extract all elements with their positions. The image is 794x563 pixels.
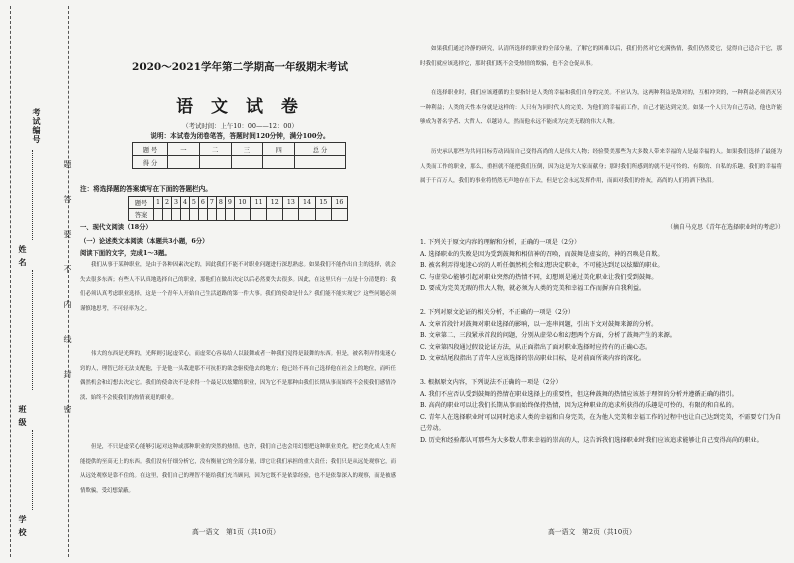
seal-word: 密 [63, 405, 72, 414]
class-blank[interactable] [32, 430, 33, 510]
answer-number: 13 [283, 197, 299, 209]
answer-cell[interactable] [180, 209, 189, 221]
question-2 [420, 307, 782, 365]
answer-number: 1 [154, 197, 163, 209]
question-stem: 2. 下列对原文论证的相关分析，不正确的一项是（2分） [420, 309, 575, 316]
answer-cell[interactable] [154, 209, 163, 221]
score-header: 题 号 [133, 143, 168, 156]
passage-paragraph: 我们从事于某种职业，是由于各种因素决定的，因此我们不能不对职业问题进行深思熟虑。如果我们不能作出自主的选择，就会失去很多东西；有些人不认真地选择自己的职业，那他们在做出决定以后必然要失去很多。因此，在这里只有一点是十分清楚的：我们必须认真考虑职业选择，这是一个青年人开始自己生活道路的第一件大事。我们的使命是什么？我们能不能实现它？这些问题必须谨慎地思考，不可轻率为之。 [80, 262, 396, 312]
option-b[interactable]: B. 高尚的职业可以让我们长期从事而始终保持热情，因为这种职业的追求所获得的乐趣是可怜的、有限的和自私的。 [420, 402, 738, 409]
option-a[interactable]: A. 我们不应否认受到鼓舞的热情在职业选择上的重要性，但这种鼓舞的热情应该基于理智的分析并遵循正确的指引。 [420, 390, 738, 398]
school-label: 学 校 [18, 515, 28, 537]
answer-cell[interactable] [198, 209, 207, 221]
option-d[interactable]: D. 历史和经验都认可那些为大多数人带来幸福的崇高的人，这告诉我们选择职业时我们应该追求能够让自己变得高尚的职业。 [420, 436, 763, 444]
score-cell[interactable] [231, 156, 263, 169]
answer-number: 7 [207, 197, 216, 209]
score-cell[interactable] [168, 156, 200, 169]
score-cell[interactable] [199, 156, 231, 169]
exam-title: 2020～2021学年第二学期高一年级期末考试 [132, 61, 348, 73]
subsection-heading: （一）论述类文本阅读（本题共3小题，6分） [80, 238, 209, 245]
answer-cell[interactable] [189, 209, 198, 221]
score-header: 二 [199, 143, 231, 156]
answer-cell[interactable] [234, 209, 250, 221]
exam-number-label: 考试编号 [32, 108, 42, 144]
option-b[interactable]: B. 被名利弄得鬼迷心窍的人听任偶然机会和幻想决定职业，不可能达到足以炫耀的职业。 [420, 262, 664, 269]
answer-cell[interactable] [171, 209, 180, 221]
seal-word: 线 [63, 335, 72, 344]
option-a[interactable]: A. 文章首段针对鼓舞对职业选择的影响，以一连串问题，引出下文对鼓舞来源的分析。 [420, 320, 658, 328]
answer-cell[interactable] [331, 209, 347, 221]
exam-time: （考试时间：上午10：00——12：00） [182, 122, 298, 130]
seal-word: 题 [63, 160, 72, 169]
answer-cell[interactable] [207, 209, 216, 221]
option-c[interactable]: C. 青年人在选择职业时可以同时追求人类的幸福和自身完美，在为他人完美和幸福工作的过程中也让自己达到完美，不需要专门为自己劳动。 [420, 413, 782, 432]
page-footer: 高一语文 第2页（共10页） [548, 528, 636, 536]
answer-cell[interactable] [225, 209, 234, 221]
page-footer: 高一语文 第1页（共10页） [192, 528, 280, 536]
answer-cell[interactable] [267, 209, 283, 221]
question-3 [420, 377, 782, 446]
answer-number: 9 [225, 197, 234, 209]
class-label: 班 级 [18, 405, 28, 427]
score-cell[interactable] [295, 156, 346, 169]
name-label: 姓 名 [18, 245, 28, 267]
page-2 [420, 0, 788, 563]
answer-number: 3 [171, 197, 180, 209]
answer-row-label: 答案 [129, 209, 154, 221]
answer-cell[interactable] [251, 209, 267, 221]
option-b[interactable]: B. 文章第二、三段紧承首段的问题，分别从虚荣心和幻想两个方面，分析了鼓舞产生的来源。 [420, 332, 676, 339]
score-header: 三 [231, 143, 263, 156]
passage-source: （摘自马克思《青年在选择职业时的考虑》） [666, 224, 784, 231]
score-header: 一 [168, 143, 200, 156]
seal-word: 封 [63, 370, 72, 379]
option-c[interactable]: C. 文章第四段通过假设论证方法，从正面指出了面对职业选择时应持有的正确心态。 [420, 343, 652, 351]
score-cell[interactable] [263, 156, 295, 169]
answer-number: 2 [162, 197, 171, 209]
exam-number-blank[interactable] [32, 150, 33, 240]
seal-line [68, 6, 69, 557]
answer-number: 6 [198, 197, 207, 209]
seal-word: 要 [63, 230, 72, 239]
passage-paragraph: 如果我们通过冷静的研究，认清所选择的职业的全部分量，了解它的困难以后，我们仍然对它充满热情，我们仍然爱它，觉得自己适合于它，那时我们就应该选择它，那时我们既不会受热情的欺骗，也不会仓促从事。 [420, 46, 782, 67]
answer-number: 15 [315, 197, 331, 209]
answer-cell[interactable] [315, 209, 331, 221]
score-row-label: 得 分 [133, 156, 168, 169]
answer-number: 14 [299, 197, 315, 209]
answer-cell[interactable] [283, 209, 299, 221]
seal-word: 不 [63, 265, 72, 274]
answer-cell[interactable] [216, 209, 225, 221]
answer-number: 4 [180, 197, 189, 209]
answer-number: 16 [331, 197, 347, 209]
passage-paragraph: 伟大的东西是光辉的，光辉则引起虚荣心，而虚荣心容易给人以鼓舞或者一种我们觉得是鼓舞的东西。但是，被名利弄得鬼迷心窍的人，理智已经无法支配他，于是他一头栽进那不可抗拒的欲念驱使他去的地方；他已经不再自己选择他在社会上的地位，而听任偶然机会和幻想去决定它。我们的使命决不是求得一个最足以炫耀的职业，因为它不是那种由我们长期从事而始终不会使我们感情冷淡、始终不会使我们的热情衰退的职业。 [80, 351, 396, 401]
score-header: 四 [263, 143, 295, 156]
answer-cell[interactable] [162, 209, 171, 221]
answer-note: 注：将选择题的答案填写在下面的答题栏内。 [80, 185, 212, 193]
answer-number: 10 [234, 197, 250, 209]
question-1 [420, 237, 782, 295]
section-heading: 一、现代文阅读（18分） [80, 224, 152, 231]
passage-paragraph: 在选择职业时，我们应该遵循的主要指针是人类的幸福和我们自身的完美。不应认为，这两种利益是敌对的，互相冲突的，一种利益必须消灭另一种利益；人类的天性本身就是这样的：人只有为同时代人的完美、为他们的幸福而工作，自己才能达到完美。如果一个人只为自己劳动，他也许能够成为著名学者、大哲人、卓越诗人，然而他永远不能成为完美无瑕的伟大人物。 [420, 90, 782, 126]
margin-rule [10, 6, 11, 557]
answer-number: 12 [267, 197, 283, 209]
name-blank[interactable] [32, 270, 33, 390]
seal-word: 答 [63, 195, 72, 204]
option-a[interactable]: A. 选择职业的失败是因为受到鼓舞和相信神的召唤，而鼓舞是虚妄的，神的召唤是自欺。 [420, 250, 664, 258]
answer-table [128, 196, 348, 221]
answer-number: 8 [216, 197, 225, 209]
passage-paragraph: 历史承认那些为共同目标劳动因而自己变得高尚的人是伟大人物；经验赞美那些为大多数人带来幸福的人是最幸福的人。如果我们选择了最能为人类而工作的职业，那么，重担就不能把我们压倒，因为这是为大家而献身；那时我们所感到的就不是可怜的、有限的、自私的乐趣，我们的幸福将属于千百万人，我们的事业将悄然无声地存在下去，但是它会永远发挥作用，而面对我们的骨灰，高尚的人们将洒下热泪。 [420, 149, 782, 185]
option-d[interactable]: D. 要成为完美无瑕的伟大人物，就必须为人类的完美和幸福工作而摒弃自我利益。 [420, 285, 646, 292]
answer-header-label: 题号 [129, 197, 154, 209]
answer-cell[interactable] [299, 209, 315, 221]
option-d[interactable]: D. 文章结尾段指出了青年人应该选择的崇高职业目标，是对前面所谈内容的深化。 [420, 355, 646, 362]
seal-word: 内 [63, 300, 72, 309]
score-table [132, 142, 346, 169]
passage-paragraph: 但是，不只是虚荣心能够引起对这种或那种职业的突然的热情。也许，我们自己也会用幻想把这种职业美化，把它美化成人生所能提供的至高无上的东西。我们没有仔细分析它，没有衡量它的全部分量，即它让我们承担的重大责任；我们只是从远处观察它，而从远处观察是靠不住的。在这里，我们自己的理智不能给我们充当顾问，因为它既不是依靠经验，也不是依靠深入的观察，而是被感情欺骗，受幻想蒙蔽。 [80, 444, 396, 494]
question-stem: 1. 下列关于原文内容的理解和分析，正确的一项是（2分） [420, 239, 581, 246]
answer-number: 5 [189, 197, 198, 209]
reading-instruction: 阅读下面的文字，完成1～3题。 [80, 250, 171, 257]
answer-number: 11 [251, 197, 267, 209]
binding-margin [0, 0, 74, 563]
option-c[interactable]: C. 与虚荣心能够引起对职业突然的热情不同，幻想则是通过美化职业让我们受到鼓舞。 [420, 273, 658, 281]
exam-instructions: 说明：本试卷为闭卷笔答，答题时间120分钟，满分100分。 [150, 132, 330, 140]
page-1 [80, 0, 400, 563]
question-stem: 3. 根据原文内容，下列说法不正确的一项是（2分） [420, 379, 562, 386]
score-header: 总 分 [295, 143, 346, 156]
subject-title: 语 文 试 卷 [176, 97, 304, 117]
